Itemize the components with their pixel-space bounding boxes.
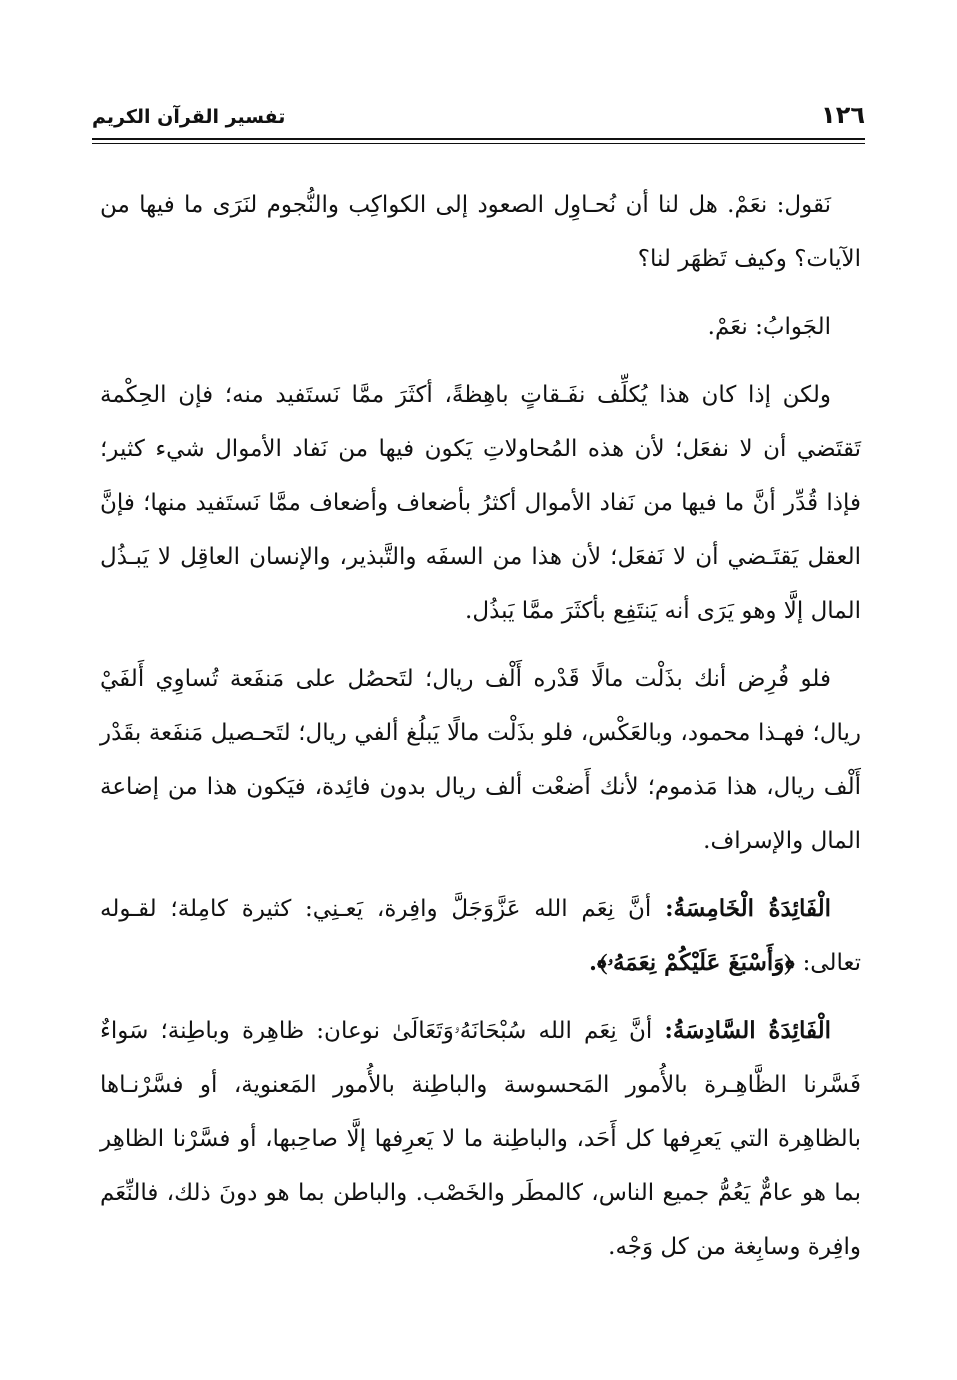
paragraph-answer [100, 300, 861, 354]
paragraph-wisdom [100, 368, 861, 638]
paragraph-benefit-five [100, 882, 861, 990]
paragraph-text: نَقول: نعَمْ. هل لنا أن نُحـاوِل الصعود إلى الكواكِب والنُّجوم لنَرَى ما فيها من الآيات؟ وكيف تَظهَر لنا؟ [100, 192, 861, 272]
paragraph-text: ولكن إذا كان هذا يُكلِّف نفَـقاتٍ باهِظةً، أكثَرَ ممَّا نَستَفيد منه؛ فإن الحِكْمة تَقتَضي أن لا نفعَل؛ لأن هذه المُحاولاتِ يَكون فيها من نَفاد الأموال شيء كثير؛ فإذا قُدِّر أنَّ ما فيها من نَفاد الأموال أكثرُ بأضعاف وأضعاف ممَّا نَستَفيد منها؛ فإنَّ العقل يَقتَـضي أن لا نَفعَل؛ لأن هذا من السفَه والتَّبذير، والإنسان العاقِل لا يَبـذُل المال إلَّا وهو يَرَى أنه يَنتَفِع بأكثَرَ ممَّا يَبذُل. [100, 382, 861, 624]
benefit-heading: الْفَائِدَةُ السَّادِسَةُ: [664, 1017, 831, 1044]
paragraph-text: أنَّ نِعَم الله عَزَّوَجَلَّ وافِرة، يَعـنِي: كثيرة كامِلة؛ لقـوله تعالى: [100, 896, 861, 976]
running-title: تفسير القرآن الكريم [92, 106, 286, 128]
paragraph-text: الجَوابُ: نعَمْ. [707, 314, 831, 340]
quran-verse: ﴿وَأَسْبَغَ عَلَيْكُمْ نِعَمَهُۥ﴾. [589, 949, 803, 976]
paragraph-question [100, 178, 861, 286]
paragraph-benefit-six [100, 1004, 861, 1274]
page-header [92, 98, 865, 142]
paragraph-text: أنَّ نِعَم الله سُبْحَانَهُۥوَتَعَالَىٰ نوعان: ظاهِرة وباطِنة؛ سَواءٌ فَسَّرنا الظَّاهِـرة بالأُمور المَحسوسة والباطِنة بالأُمور المَعنوية، أو فسَّرْنـاها بالظاهِرة التي يَعرِفها كل أَحَد، والباطِنة ما لا يَعرِفها إلَّا صاحِبها، أو فسَّرْنا الظاهِر بما هو عامٌّ يَعُمُّ جميع الناس، كالمطَر والخَصْب. والباطن بما هو دونَ ذلك، فالنِّعَم وافِرة وسابِغة من كل وَجْه. [100, 1018, 861, 1260]
header-rule [92, 138, 865, 140]
paragraph-example [100, 652, 861, 868]
header-rule-thin [92, 143, 865, 144]
benefit-heading: الْفَائِدَةُ الْخَامِسَةُ: [665, 895, 832, 922]
page-body [100, 178, 861, 1288]
paragraph-text: فلو فُرِض أنك بذَلْت مالًا قَدْره أَلْف ريال؛ لتَحصُل على مَنفَعة تُساوِي أَلفَيْ ريال؛ فهـذا محمود، وبالعَكْس، فلو بذَلْت مالًا يَبلُغ ألفي ريال؛ لتَحـصيل مَنفَعة بقَدْر أَلْف ريال، هذا مَذموم؛ لأنك أَضعْت ألف ريال بدون فائِدة، فيَكون هذا من إضاعة المال والإسراف. [100, 666, 861, 854]
page-number: ١٢٦ [821, 101, 865, 129]
